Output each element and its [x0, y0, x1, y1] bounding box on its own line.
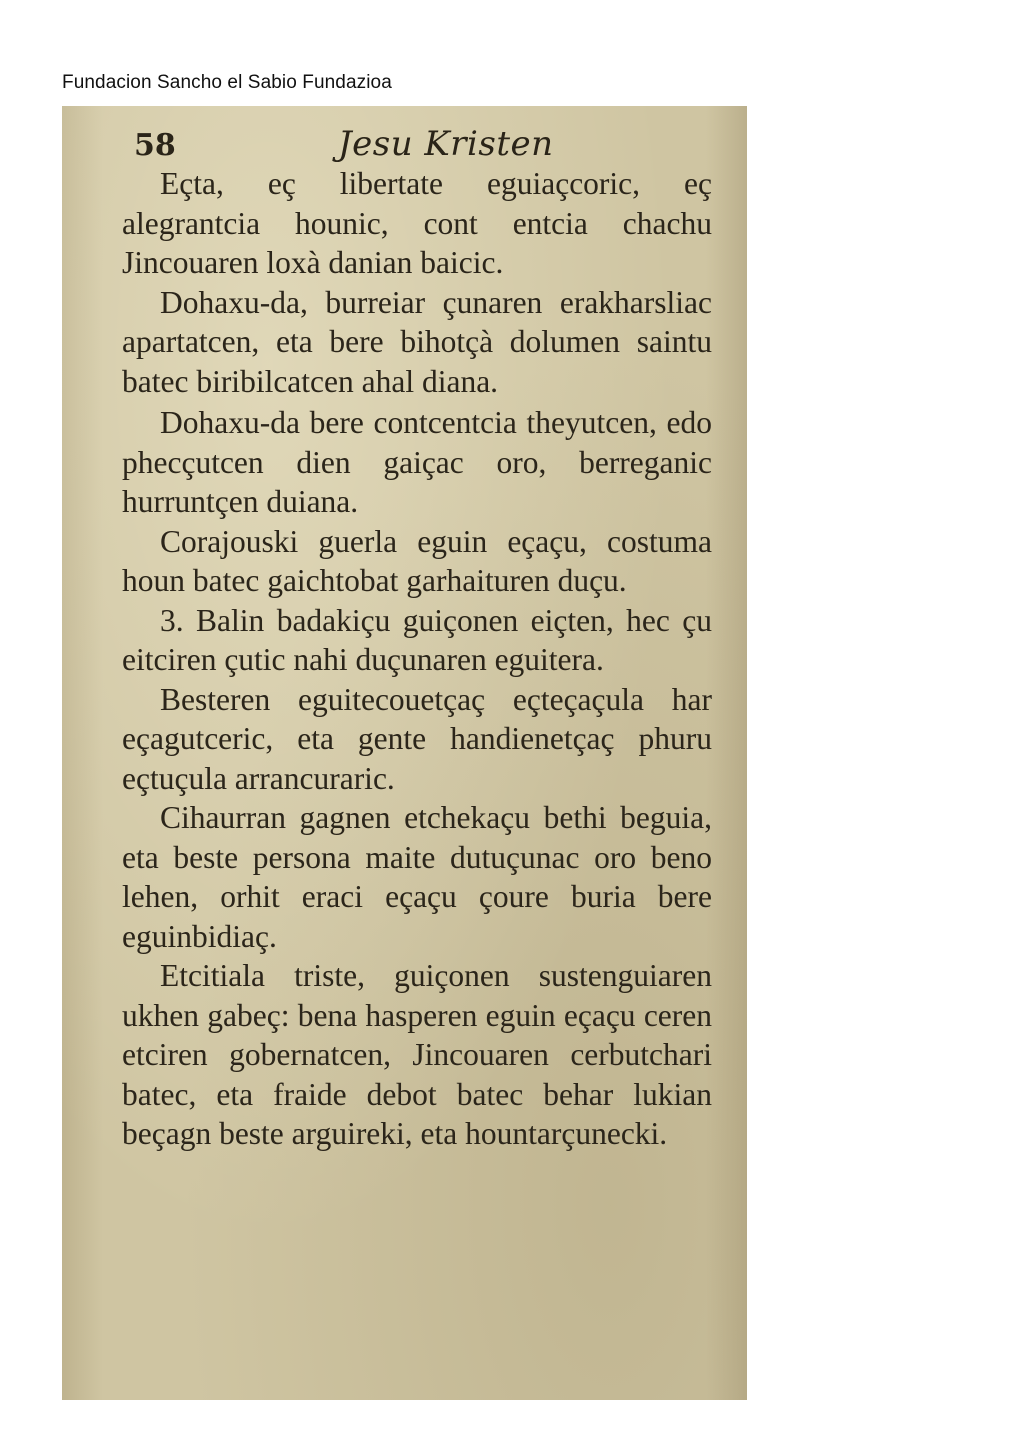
scanned-page: [62, 106, 747, 1400]
paragraph: Cihaurran gagnen etchekaçu bethi beguia, eta beste persona maite dutuçunac oro beno lehen, orhit eraci eçaçu çoure buria bere eguinbidiaç.: [122, 800, 712, 954]
running-head: Jesu Kristen: [338, 124, 554, 164]
paragraph: Dohaxu-da, burreiar çunaren erakharsliac apartatcen, eta bere bihotçà dolumen saintu batec biribilcatcen ahal diana.: [122, 284, 712, 399]
page-head: [134, 120, 694, 170]
paragraph: Besteren eguitecouetçaç eçteçaçula har eçagutceric, eta gente handienetçaç phuru eçtuçula arrancuraric.: [122, 681, 712, 796]
paragraph: 3. Balin badakiçu guiçonen eiçten, hec çu eitciren çutic nahi duçunaren eguitera.: [122, 602, 712, 677]
page-number: 58: [134, 128, 176, 163]
paragraph: Dohaxu-da bere contcentcia theyutcen, edo phecçutcen dien gaiçac oro, berreganic hurruntçen duiana.: [122, 405, 712, 519]
paragraph: Etcitiala triste, guiçonen sustenguiaren ukhen gabeç: bena hasperen eguin eçaçu ceren etciren gobernatcen, Jincouaren cerbutchari batec, eta fraide debot batec behar lukian beçagn beste arguireki, eta hountarçunecki.: [122, 958, 712, 1151]
body-text: [122, 164, 712, 1154]
paragraph: Corajouski guerla eguin eçaçu, costuma houn batec gaichtobat garhaituren duçu.: [122, 523, 712, 598]
archive-header: Fundacion Sancho el Sabio Fundazioa: [62, 72, 392, 93]
paragraph: Eçta, eç libertate eguiaçcoric, eç alegrantcia hounic, cont entcia chachu Jincouaren loxà danian baicic.: [122, 166, 712, 280]
